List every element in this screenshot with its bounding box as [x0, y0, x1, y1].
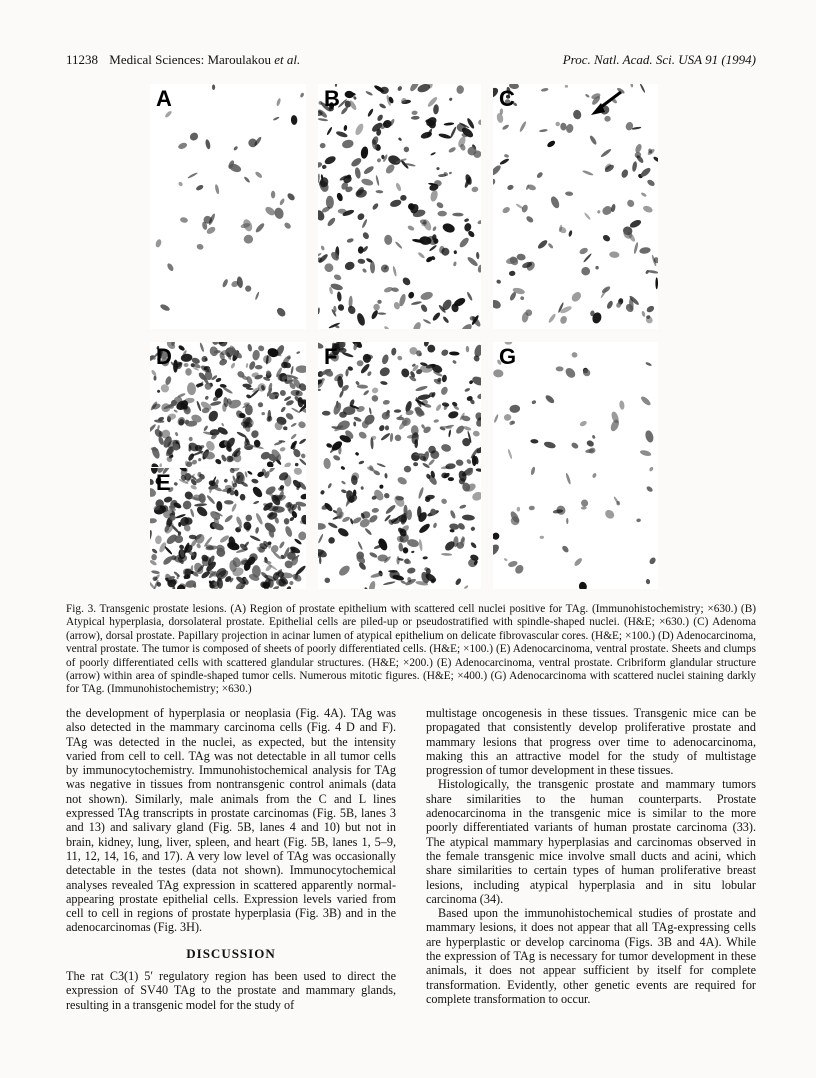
- panel-label-g: G: [499, 344, 517, 369]
- micrograph-g: [493, 342, 658, 589]
- paragraph: Histologically, the transgenic prostate and mammary tumors share similarities to the human counterparts. Prostate adenocarcinoma in the transgenic mice is similar to the more poorly differentiated variants of human prostate carcinoma (33). The atypical mammary hyperplasias and carcinomas observed in the female transgenic mice involve small ducts and acini, which share similarities to certain types of human proliferative breast lesions, including atypical hyperplasia and in situ lobular carcinoma (34).: [426, 777, 756, 906]
- micrograph-c: [493, 84, 658, 329]
- panel-label-b: B: [324, 86, 340, 111]
- running-header: [66, 52, 756, 70]
- journal-citation: Proc. Natl. Acad. Sci. USA 91 (1994): [562, 52, 756, 67]
- micrograph-f: [318, 342, 481, 589]
- figure-panel-e: [150, 468, 306, 589]
- figure-panel-a: [150, 84, 306, 329]
- micrograph-b: [318, 84, 481, 329]
- section-heading: DISCUSSION: [186, 945, 276, 961]
- figure-panel-b: [318, 84, 481, 329]
- left-column: [66, 706, 396, 1012]
- paragraph: The rat C3(1) 5′ regulatory region has been used to direct the expression of SV40 TAg to the prostate and mammary glands, resulting in a transgenic model for the study of: [66, 969, 396, 1012]
- panel-label-e: E: [156, 470, 171, 495]
- paragraph: Based upon the immunohistochemical studies of prostate and mammary lesions, it does not appear that all TAg-expressing cells are hyperplastic or develop carcinoma (Figs. 3B and 4A). While the expression of TAg is necessary for tumor development in these animals, it does not appear sufficient by itself for complete transformation. Evidently, other genetic events are required for complete transformation to occur.: [426, 906, 756, 1006]
- panel-label-a: A: [156, 86, 172, 111]
- page-number: 11238: [66, 52, 99, 67]
- micrograph-d: [150, 342, 306, 467]
- panel-label-c: C: [499, 86, 515, 111]
- right-column: [426, 706, 756, 1006]
- panel-label-d: D: [156, 344, 172, 369]
- figure-panel-f: [318, 342, 481, 589]
- paragraph: the development of hyperplasia or neoplasia (Fig. 4A). TAg was also detected in the mammary carcinoma cells (Fig. 4 D and F). TAg was detected in the nuclei, as expected, but the intensity varied from cell to cell. TAg was not detectable in all tumor cells by immunocytochemistry. Immunohistochemical analysis for TAg was negative in tissues from nontransgenic control animals (data not shown). Similarly, male animals from the C and L lines expressed TAg transcripts in prostate carcinomas (Fig. 5B, lanes 3 and 13) and salivary gland (Fig. 5B, lanes 4 and 10) but not in brain, kidney, lung, liver, spleen, and heart (Fig. 5B, lanes 1, 5–9, 11, 12, 14, 16, and 17). A very low level of TAg was occasionally detectable in the testes (data not shown). Immunocytochemical analyses revealed TAg expression in scattered apparently normal-appearing prostate epithelial cells. Expression levels varied from cell to cell in regions of prostate hyperplasia (Fig. 3B) and in the adenocarcinomas (Fig. 3H).: [66, 706, 396, 935]
- figure-panel-g: [493, 342, 658, 589]
- figure-caption: Fig. 3. Transgenic prostate lesions. (A) Region of prostate epithelium with scattered cell nuclei positive for TAg. (Immunohistochemistry; ×630.) (B) Atypical hyperplasia, dorsolateral prostate. Epithelial cells are piled-up or pseudostratified with spindle-shaped nuclei. (H&E; ×630.) (C) Adenoma (arrow), dorsal prostate. Papillary projection in acinar lumen of atypical epithelium on delicate fibrovascular cores. (H&E; ×100.) (D) Adenocarcinoma, ventral prostate. The tumor is composed of sheets of poorly differentiated cells. (H&E; ×100.) (E) Adenocarcinoma, ventral prostate. Sheets and clumps of poorly differentiated cells with scattered glandular structures. (H&E; ×200.) (E) Adenocarcinoma, ventral prostate. Cribriform glandular structure (arrow) within area of spindle-shaped tumor cells. Numerous mitotic figures. (H&E; ×400.) (G) Adenocarcinoma with scattered nuclei staining darkly for TAg. (Immunohistochemistry; ×630.): [66, 603, 756, 696]
- paragraph: multistage oncogenesis in these tissues. Transgenic mice can be propagated that consistently develop proliferative prostate and mammary lesions that progress over time to adenocarcinoma, making this an attractive model for the study of multistage progression of tumor development in these tissues.: [426, 706, 756, 778]
- micrograph-e: [150, 468, 306, 589]
- panel-label-f: F: [324, 344, 338, 369]
- section-authors: Medical Sciences: Maroulakou et al.: [109, 52, 301, 67]
- micrograph-a: [150, 84, 306, 329]
- figure-panel-d: [150, 342, 306, 467]
- figure-panel-c: [493, 84, 658, 329]
